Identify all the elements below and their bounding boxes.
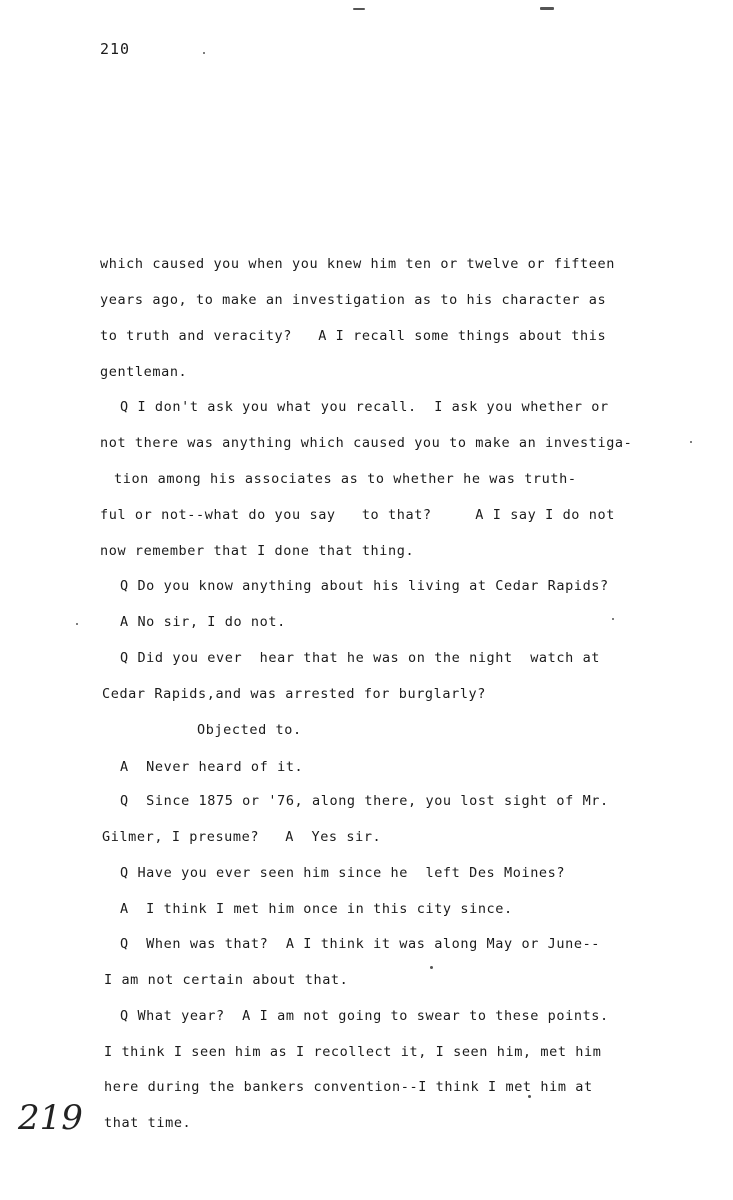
ink-speck: [528, 1095, 531, 1098]
text-line: that time.: [104, 1115, 192, 1131]
text-line: I am not certain about that.: [104, 972, 349, 988]
ink-speck: [540, 7, 554, 10]
ink-speck: [203, 52, 205, 54]
text-line: Objected to.: [197, 722, 302, 738]
text-line: Q Since 1875 or '76, along there, you lost sight of Mr.: [120, 793, 609, 809]
text-line: A Never heard of it.: [120, 759, 304, 775]
ink-speck: [430, 966, 433, 969]
text-line: Q What year? A I am not going to swear to these points.: [120, 1008, 609, 1024]
text-line: not there was anything which caused you to make an investiga-: [100, 435, 633, 451]
ink-speck: [690, 441, 692, 443]
handwritten-page-number: 219: [18, 1098, 83, 1138]
ink-speck: [353, 8, 365, 10]
text-line: Q Have you ever seen him since he left Des Moines?: [120, 865, 566, 881]
text-line: Q Do you know anything about his living at Cedar Rapids?: [120, 578, 609, 594]
page-number: 210: [100, 40, 131, 58]
text-line: A I think I met him once in this city since.: [120, 901, 513, 917]
text-line: tion among his associates as to whether he was truth-: [114, 471, 577, 487]
text-line: gentleman.: [100, 364, 188, 380]
text-line: ful or not--what do you say to that? A I say I do not: [100, 507, 615, 523]
text-line: I think I seen him as I recollect it, I seen him, met him: [104, 1044, 602, 1060]
ink-speck: [612, 618, 614, 620]
text-line: which caused you when you knew him ten or twelve or fifteen: [100, 256, 615, 272]
text-line: now remember that I done that thing.: [100, 543, 415, 559]
text-line: here during the bankers convention--I think I met him at: [104, 1079, 593, 1095]
text-line: Q Did you ever hear that he was on the night watch at: [120, 650, 601, 666]
text-line: to truth and veracity? A I recall some things about this: [100, 328, 607, 344]
text-line: Cedar Rapids,and was arrested for burglarly?: [102, 686, 487, 702]
text-line: Q When was that? A I think it was along May or June--: [120, 936, 601, 952]
text-line: years ago, to make an investigation as to his character as: [100, 292, 607, 308]
text-line: A No sir, I do not.: [120, 614, 286, 630]
ink-speck: [76, 623, 78, 625]
text-line: Q I don't ask you what you recall. I ask you whether or: [120, 399, 609, 415]
text-line: Gilmer, I presume? A Yes sir.: [102, 829, 382, 845]
